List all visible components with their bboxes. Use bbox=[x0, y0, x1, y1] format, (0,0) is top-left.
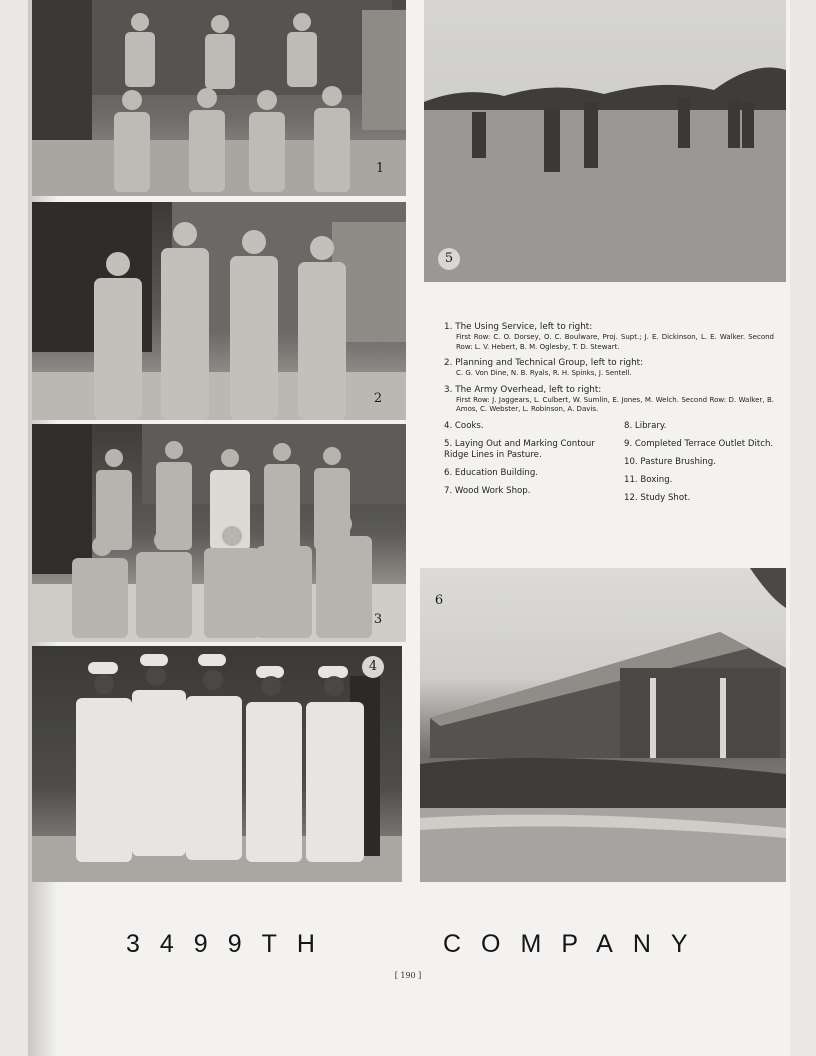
photo-number-4: 4 bbox=[362, 656, 384, 678]
caption-heading: 3. The Army Overhead, left to right: bbox=[444, 384, 602, 395]
caption-left-column bbox=[444, 421, 609, 511]
photo-1-figures bbox=[32, 0, 406, 196]
caption-detail: First Row: C. O. Dorsey, O. C. Boulware, Proj. Supt.; J. E. Dickinson, L. E. Walker. Second Row: L. V. Hebert, B. M. Oglesby, T. D. Stewart. bbox=[456, 333, 774, 351]
title-company-word: COMPANY bbox=[443, 930, 708, 958]
photo-4-figures bbox=[32, 646, 402, 882]
photo-education-building bbox=[420, 568, 786, 882]
photo-army-overhead bbox=[32, 424, 406, 642]
caption-block bbox=[444, 322, 774, 511]
caption-list-item: 8. Library. bbox=[624, 420, 667, 431]
caption-item-2 bbox=[444, 358, 774, 379]
caption-heading: 1. The Using Service, left to right: bbox=[444, 322, 593, 332]
photo-number-1: 1 bbox=[375, 161, 385, 176]
caption-list-item: 5. Laying Out and Marking Contour Ridge Lines in Pasture. bbox=[444, 438, 595, 460]
page-title bbox=[0, 930, 816, 964]
photo-number-5: 5 bbox=[438, 248, 460, 270]
caption-detail: First Row: J. Jaggears, L. Culbert, W. Sumlin, E. Jones, M. Welch. Second Row: D. Walker, B. Amos, C. Webster, L. Robinson, A. Davis. bbox=[456, 395, 774, 413]
photo-number-2: 2 bbox=[373, 391, 383, 406]
photo-cooks bbox=[32, 646, 402, 882]
photo-planning-group bbox=[32, 202, 406, 420]
caption-list-item: 7. Wood Work Shop. bbox=[444, 485, 531, 496]
caption-columns bbox=[444, 421, 774, 511]
caption-heading: 2. Planning and Technical Group, left to right: bbox=[444, 358, 644, 368]
title-company-number: 3499TH bbox=[126, 930, 335, 958]
photo-6-building bbox=[420, 568, 786, 882]
caption-item-3 bbox=[444, 385, 774, 415]
photo-using-service bbox=[32, 0, 406, 196]
photo-contour-ridge-lines bbox=[424, 0, 786, 282]
photo-2-figures bbox=[32, 202, 406, 420]
caption-list-item: 12. Study Shot. bbox=[624, 492, 691, 503]
caption-right-column bbox=[624, 421, 774, 511]
caption-list-item: 9. Completed Terrace Outlet Ditch. bbox=[624, 438, 774, 449]
photo-number-3: 3 bbox=[373, 612, 383, 627]
photo-3-figures bbox=[32, 424, 406, 642]
caption-list-item: 11. Boxing. bbox=[624, 474, 673, 485]
photo-number-6: 6 bbox=[434, 593, 444, 608]
page-number: [ 190 ] bbox=[394, 971, 422, 980]
caption-list-item: 10. Pasture Brushing. bbox=[624, 456, 716, 467]
photo-5-field bbox=[424, 0, 786, 282]
caption-item-1 bbox=[444, 322, 774, 352]
caption-list-item: 6. Education Building. bbox=[444, 467, 539, 478]
caption-list-item: 4. Cooks. bbox=[444, 420, 484, 431]
caption-detail: C. G. Von Dine, N. B. Ryals, R. H. Spinks, J. Sentell. bbox=[456, 369, 632, 377]
